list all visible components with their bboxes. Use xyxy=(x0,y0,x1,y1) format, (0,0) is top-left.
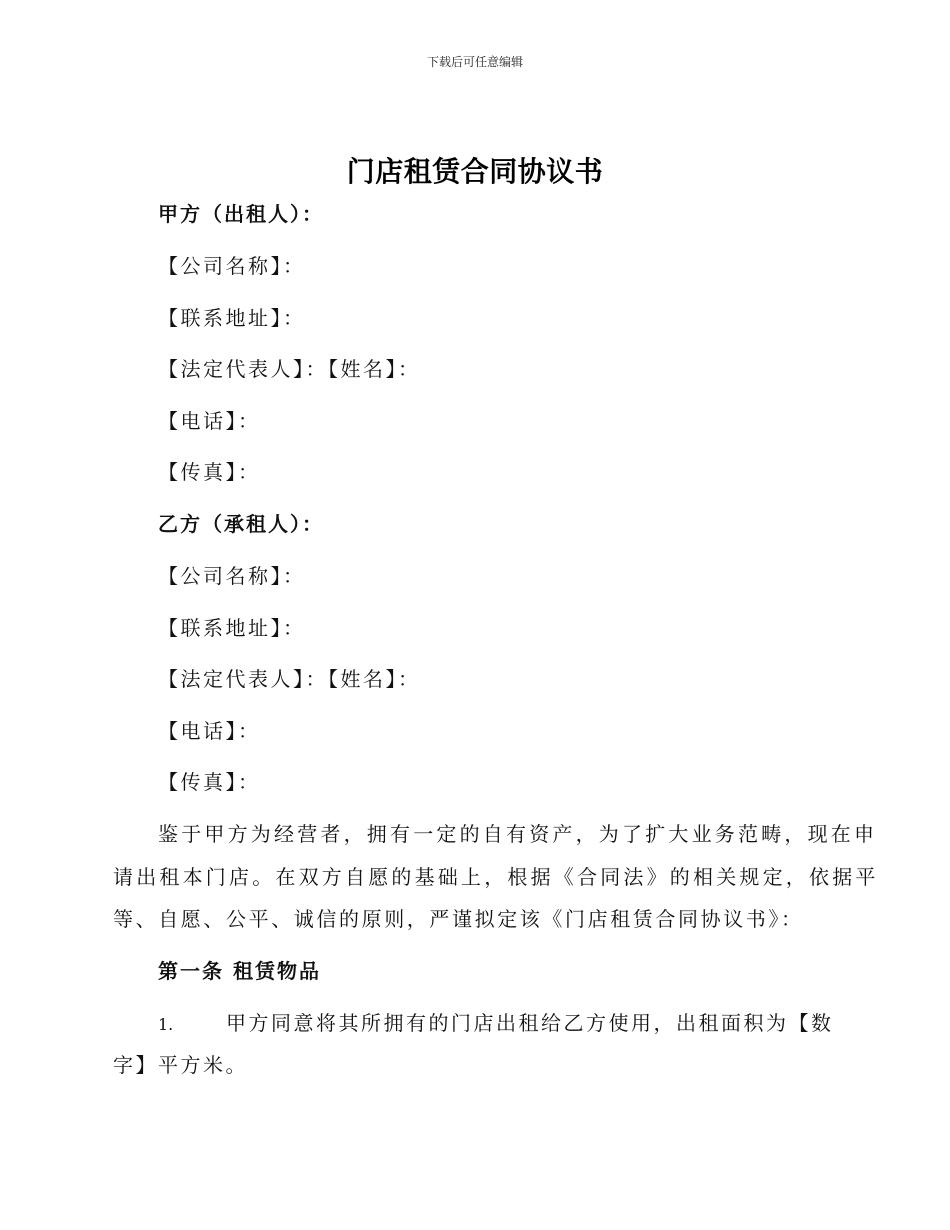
party-a-phone: 【电话】： xyxy=(158,409,261,433)
party-a-heading: 甲方（出租人）： xyxy=(158,202,324,226)
article-1-item-1-text: 甲方同意将其所拥有的门店出租给乙方使用，出租面积为【数 xyxy=(226,1011,834,1035)
article-1-item-1 xyxy=(158,1007,834,1036)
party-a-address: 【联系地址】： xyxy=(158,306,306,330)
party-b-heading: 乙方（承租人）： xyxy=(158,512,324,536)
header-note: 下载后可任意编辑 xyxy=(426,55,523,69)
party-b-company-name: 【公司名称】： xyxy=(158,564,306,588)
party-b-phone: 【电话】： xyxy=(158,719,261,743)
party-a-company-name: 【公司名称】： xyxy=(158,254,306,278)
document-title: 门店租赁合同协议书 xyxy=(346,155,604,188)
party-b-address: 【联系地址】： xyxy=(158,616,306,640)
party-a-fax: 【传真】： xyxy=(158,460,261,484)
party-a-legal-rep: 【法定代表人】：【姓名】： xyxy=(158,357,421,381)
article-1-item-1-continued: 字】平方米。 xyxy=(113,1053,248,1077)
preamble-line-1: 鉴于甲方为经营者，拥有一定的自有资产，为了扩大业务范畴，现在申 xyxy=(158,822,878,846)
article-1-heading: 第一条 租赁物品 xyxy=(158,959,321,983)
party-b-legal-rep: 【法定代表人】：【姓名】： xyxy=(158,667,421,691)
preamble-line-3: 等、自愿、公平、诚信的原则，严谨拟定该《门店租赁合同协议书》： xyxy=(113,907,804,931)
preamble-line-2: 请出租本门店。在双方自愿的基础上，根据《合同法》的相关规定，依据平 xyxy=(113,865,879,889)
article-1-item-1-number: 1. xyxy=(158,1015,174,1034)
party-b-fax: 【传真】： xyxy=(158,770,261,794)
